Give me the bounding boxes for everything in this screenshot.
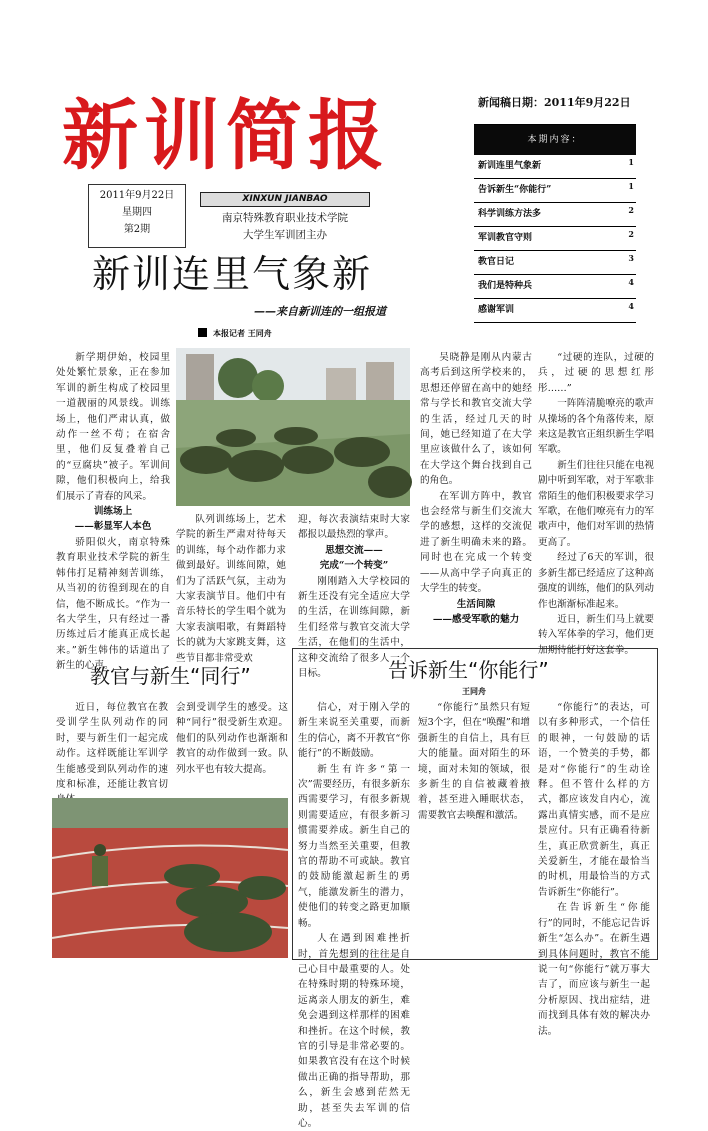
story3-byline: 王同舟 [462, 686, 486, 696]
toc-item-title: 科学训练方法多 [478, 209, 542, 219]
toc-item[interactable] [474, 275, 636, 299]
toc-item-page: 4 [628, 301, 634, 311]
lead-subhead: ——来自新训连的一组报道 [254, 305, 386, 318]
paragraph: 会到受训学生的感受。这种“同行”很受新生欢迎。他们的队列动作也渐渐和教官的动作做到一致。队列水平也有较大提高。 [176, 702, 288, 775]
paragraph: 在军训方阵中，教官也会经常与新生们交流大学的感想，这样的交流促进了新生明确未来的路。同时也在完成一个转变——从高中学子向真正的大学生的转变。 [420, 490, 532, 595]
paragraph: 吴晓静是刚从内蒙古高考后到这所学校来的，思想还停留在高中的她经常与学长和教官交流大学的生活，经过几天的时间，她已经知道了在大学里应该做什么了，该如何在大学这个舞台找到自己的角色。 [420, 352, 532, 487]
toc-item-page: 2 [628, 205, 634, 215]
issue-number: 第2期 [123, 224, 151, 235]
toc-item[interactable] [474, 203, 636, 227]
toc-item-page: 1 [628, 181, 634, 191]
toc-item-page: 4 [628, 277, 634, 287]
instructor-photo-image [52, 798, 288, 958]
lead-headline: 新训连里气象新 [92, 252, 373, 296]
issue-weekday: 星期四 [122, 207, 152, 218]
paragraph: 队列训练场上，艺术学院的新生严肃对待每天的训练，每个动作都力求做到最好。训练间隙，她们为了活跃气氛，主动为大家表演节目。他们中有音乐特长的学生唱个就为大家表演唱歌，有舞蹈特长的就为大家跳支舞，这些节目都非常受欢 [176, 514, 286, 664]
paragraph: 新学期伊始，校园里处处繁忙景象，正在参加军训的新生构成了校园里一道靓丽的风景线。训练场上，他们严肃认真，做动作一丝不苟；在宿舍里，他们反复叠着自己的“豆腐块”被子。军训间隙，他们积极向上，给我们展示了青春的风采。 [56, 352, 170, 502]
training-field-photo [176, 348, 410, 506]
lead-byline [198, 328, 272, 339]
paragraph: 新生有许多“第一次”需要经历，有很多新东西需要学习，有很多新规则需要适应，有很多新习惯需要养成。新生自己的努力当然至关重要，但教官的帮助不可或缺。教官的鼓励能激起新生的勇气，能激发新生的潜力，使他们的转变之路更加顺畅。 [298, 763, 410, 929]
story2-column-1 [56, 700, 168, 808]
toc-item-title: 我们是特种兵 [478, 281, 533, 291]
toc-item[interactable] [474, 299, 636, 323]
organizer-host: 大学生军训团主办 [243, 229, 327, 241]
lead-column-4 [420, 350, 532, 627]
story3-column-2 [418, 700, 530, 823]
paragraph: 迎，每次表演结束时大家都报以最热烈的掌声。 [298, 514, 410, 541]
masthead-title: 新训简报 [62, 91, 390, 180]
organizer-school: 南京特殊教育职业技术学院 [222, 212, 348, 224]
section-heading: 思想交流—— [325, 544, 383, 556]
paragraph: 一阵阵清脆嘹亮的歌声从操场的各个角落传来，原来这是教官正组织新生学唱军歌。 [538, 398, 654, 456]
section-subheading: ——彰显军人本色 [74, 521, 152, 533]
toc-item[interactable] [474, 155, 636, 179]
issue-info-box [88, 184, 186, 248]
byline-square-icon [198, 328, 207, 337]
lead-column-5 [538, 350, 654, 658]
story2-headline: 教官与新生“同行” [90, 664, 251, 688]
toc-item-title: 告诉新生“你能行” [478, 185, 552, 195]
toc-item-page: 1 [628, 157, 634, 167]
paragraph: 经过了6天的军训，很多新生都已经适应了这种高强度的训练，他们的队列动作也渐渐标准起来。 [538, 552, 654, 610]
story3-column-3 [538, 700, 650, 1037]
paragraph: “你能行”虽然只有短短3个字，但在“唤醒”和增强新生的自信上，具有巨大的能量。面对陌生的环境，面对未知的领域，很多新生的自信被藏着掖着，甚至进入睡眠状态，需要教官去唤醒和激活。 [418, 702, 530, 821]
paragraph: 人在遇到困难挫折时，首先想到的往往是自己心目中最重要的人。处在特殊时期的特殊环境，远离亲人朋友的新生，难免会遇到这样那样的困难和挫折。在这个时候，教官的引导是非常必要的。如果教官没有在这个时候做出正确的指导帮助，那么，新生会感到茫然无助，甚至失去军训的信心。 [298, 933, 410, 1129]
paragraph: 近日，新生们马上就要转入军体拳的学习，他们更加期待能打好这套拳。 [538, 613, 654, 656]
pinyin-banner: XINXUN JIANBAO [200, 192, 370, 207]
paragraph: 新生们往往只能在电视剧中听到军歌，对于军歌非常陌生的他们积极要求学习军歌，在他们嘹亮有力的军歌声中，他们对军训的热情更高了。 [538, 459, 654, 548]
toc-item-title: 感谢军训 [478, 305, 515, 315]
lead-column-1 [56, 350, 170, 674]
paragraph: 信心，对于刚入学的新生来说至关重要，而新生的信心，离不开教官“你能行”的不断鼓励。 [298, 702, 410, 760]
issue-date: 2011年9月22日 [99, 190, 175, 201]
organizer [190, 210, 380, 244]
section-heading: 训练场上 [93, 506, 133, 518]
lead-column-2 [176, 512, 286, 666]
toc-item-title: 新训连里气象新 [478, 161, 542, 171]
toc-heading: 本期内容： [474, 125, 636, 155]
paragraph: 刚刚踏入大学校园的新生还没有完全适应大学的生活，在训练间隙，新生们经常与教官交流大学生活，在他们的生活中，这种交流给了很多人一个目标。 [298, 575, 410, 680]
toc-item-title: 军训教官守则 [478, 233, 533, 243]
story3-column-1 [298, 700, 410, 1129]
toc-item-title: 教官日记 [478, 257, 515, 267]
paragraph: 骄阳似火，南京特殊教育职业技术学院的新生韩伟打足精神刻苦训练，从当初的彷徨到现在的自信，他不断成长。“作为一名大学生，只有经过一番历练过后才能真正成长起来。”新生韩伟的话道出了新生的心声。 [56, 536, 170, 672]
paragraph: 近日，每位教官在教受训学生队列动作的同时，要与新生们一起完成动作。这样既能让军训学生能感受到队列动作的速度和标准，还能让教官切 [56, 702, 168, 791]
paragraph: 在告诉新生“你能行”的同时，不能忘记告诉新生“怎么办”。在新生遇到具体问题时，教官不能说一句“你能行”就万事大吉了，而应该与新生一起分析原因、找出症结，进而找到具体有效的解决办法。 [538, 902, 650, 1037]
story2-column-2 [176, 700, 288, 777]
publication-date: 新闻稿日期：2011年9月22日 [478, 96, 631, 109]
section-subheading: 完成“一个转变” [319, 560, 389, 572]
training-photo-image [176, 348, 410, 506]
section-heading: 生活间隙 [456, 598, 496, 610]
toc-item[interactable] [474, 227, 636, 251]
toc-item[interactable] [474, 179, 636, 203]
section-subheading: ——感受军歌的魅力 [432, 613, 520, 625]
instructor-photo [52, 798, 288, 958]
table-of-contents [474, 124, 636, 323]
toc-item[interactable] [474, 251, 636, 275]
toc-item-page: 3 [628, 253, 634, 263]
byline-text: 本报记者 王同舟 [213, 328, 272, 338]
story3-headline: 告诉新生“你能行” [388, 658, 549, 682]
paragraph: “你能行”的表达，可以有多种形式，一个信任的眼神，一句鼓励的话语，一个赞美的手势，都是对“你能行”的生动诠释。但不管什么样的方式，都应该发自内心，流露出真情实感，而不是应景应付。只有正确看待新生，真正欣赏新生，真正关爱新生，才能在最恰当的时机，用最恰当的方式告诉新生“你能行”。 [538, 702, 650, 898]
toc-item-page: 2 [628, 229, 634, 239]
paragraph: “过硬的连队，过硬的兵，过硬的思想红彤彤……” [538, 352, 654, 394]
